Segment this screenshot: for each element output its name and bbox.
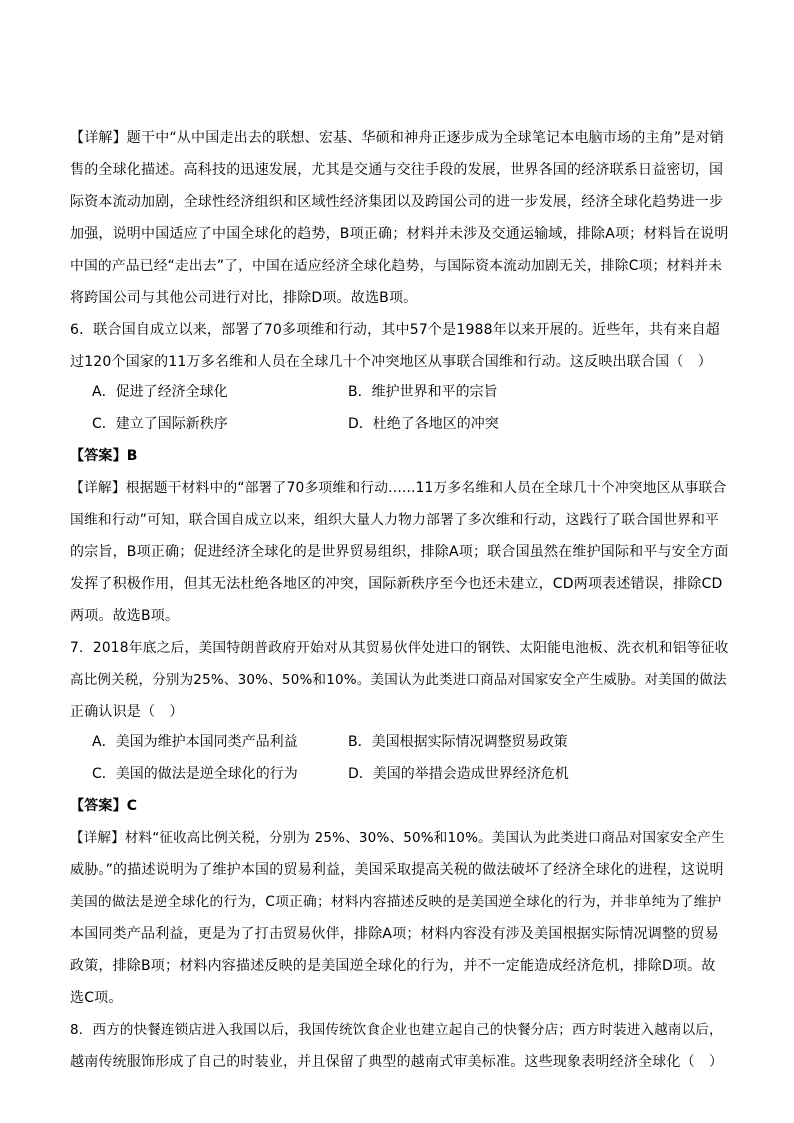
q6-detail-line-4: 发挥了积极作用，但其无法杜绝各地区的冲突，国际新秩序至今也还未建立，CD两项表述错误，排除CD <box>70 576 723 592</box>
q6-option-d: D．杜绝了各地区的冲突 <box>348 416 499 432</box>
q6-detail-line-1: 【详解】根据题干材料中的“部署了70多项维和行动......11万多名维和人员在全球几十个冲突地区从事联合 <box>70 480 727 496</box>
q7-detail-line-3: 美国的做法是逆全球化的行为，C项正确；材料内容描述反映的是美国逆全球化的行为，并非单纯为了维护 <box>70 894 722 910</box>
q7-detail-line-5: 政策，排除B项；材料内容描述反映的是美国逆全球化的行为，并不一定能造成经济危机，排除D项。故 <box>70 958 716 974</box>
q7-option-a: A．美国为维护本国同类产品利益 <box>92 734 298 750</box>
q6-stem-line-1: 6．联合国自成立以来，部署了70多项维和行动，其中57个是1988年以来开展的。近些年，共有来自超 <box>70 322 720 338</box>
q6-answer: 【答案】B <box>70 448 138 464</box>
q7-option-b: B．美国根据实际情况调整贸易政策 <box>348 734 568 750</box>
q6-detail-line-2: 国维和行动”可知，联合国自成立以来，组织大量人力物力部署了多次维和行动，这践行了联合国世界和平 <box>70 512 720 528</box>
q6-option-a: A．促进了经济全球化 <box>92 384 228 400</box>
q7-option-d: D．美国的举措会造成世界经济危机 <box>348 766 569 782</box>
q6-stem-line-2: 过120个国家的11万多名维和人员在全球几十个冲突地区从事联合国维和行动。这反映出联合国（ ） <box>70 354 712 370</box>
q7-detail-line-4: 本国同类产品利益，更是为了打击贸易伙伴，排除A项；材料内容没有涉及美国根据实际情况调整的贸易 <box>70 926 719 942</box>
q7-stem-line-3: 正确认识是（ ） <box>70 704 184 720</box>
q5-detail-line-5: 中国的产品已经“走出去”了，中国在适应经济全球化趋势，与国际资本流动加剧无关，排除C项；材料并未 <box>70 258 723 274</box>
q7-option-c: C．美国的做法是逆全球化的行为 <box>92 766 298 782</box>
q7-stem-line-1: 7．2018年底之后，美国特朗普政府开始对从其贸易伙伴处进口的钢铁、太阳能电池板、洗衣机和铝等征收 <box>70 640 729 656</box>
q8-stem-line-1: 8．西方的快餐连锁店进入我国以后，我国传统饮食企业也建立起自己的快餐分店；西方时装进入越南以后， <box>70 1022 723 1038</box>
q7-answer: 【答案】C <box>70 798 138 814</box>
q7-detail-line-1: 【详解】材料“征收高比例关税，分别为 25%、30%、50%和10%。美国认为此类进口商品对国家安全产生 <box>70 830 725 846</box>
q5-detail-line-4: 加强，说明中国适应了中国全球化的趋势，B项正确；材料并未涉及交通运输域，排除A项；材料旨在说明 <box>70 226 729 242</box>
q5-detail-line-6: 将跨国公司与其他公司进行对比，排除D项。故选B项。 <box>70 290 418 306</box>
q8-stem-line-2: 越南传统服饰形成了自己的时装业，并且保留了典型的越南式审美标准。这些现象表明经济全球化（ ） <box>70 1054 724 1070</box>
q6-option-c: C．建立了国际新秩序 <box>92 416 228 432</box>
q7-stem-line-2: 高比例关税，分别为25%、30%、50%和10%。美国认为此类进口商品对国家安全产生威胁。对美国的做法 <box>70 672 727 688</box>
q6-option-b: B．维护世界和平的宗旨 <box>348 384 498 400</box>
q5-detail-line-3: 际资本流动加剧，全球性经济组织和区域性经济集团以及跨国公司的进一步发展，经济全球化趋势进一步 <box>70 194 724 210</box>
q5-detail-line-2: 售的全球化描述。高科技的迅速发展，尤其是交通与交往手段的发展，世界各国的经济联系日益密切，国 <box>70 162 724 178</box>
q6-detail-line-3: 的宗旨，B项正确；促进经济全球化的是世界贸易组织，排除A项；联合国虽然在维护国际和平与安全方面 <box>70 544 729 560</box>
q6-detail-line-5: 两项。故选B项。 <box>70 608 180 624</box>
q7-detail-line-6: 选C项。 <box>70 990 123 1006</box>
q7-detail-line-2: 威胁。”的描述说明为了维护本国的贸易利益，美国采取提高关税的做法破坏了经济全球化的进程，这说明 <box>70 862 724 878</box>
q5-detail-line-1: 【详解】题干中“从中国走出去的联想、宏基、华硕和神舟正逐步成为全球笔记本电脑市场的主角”是对销 <box>70 130 724 146</box>
